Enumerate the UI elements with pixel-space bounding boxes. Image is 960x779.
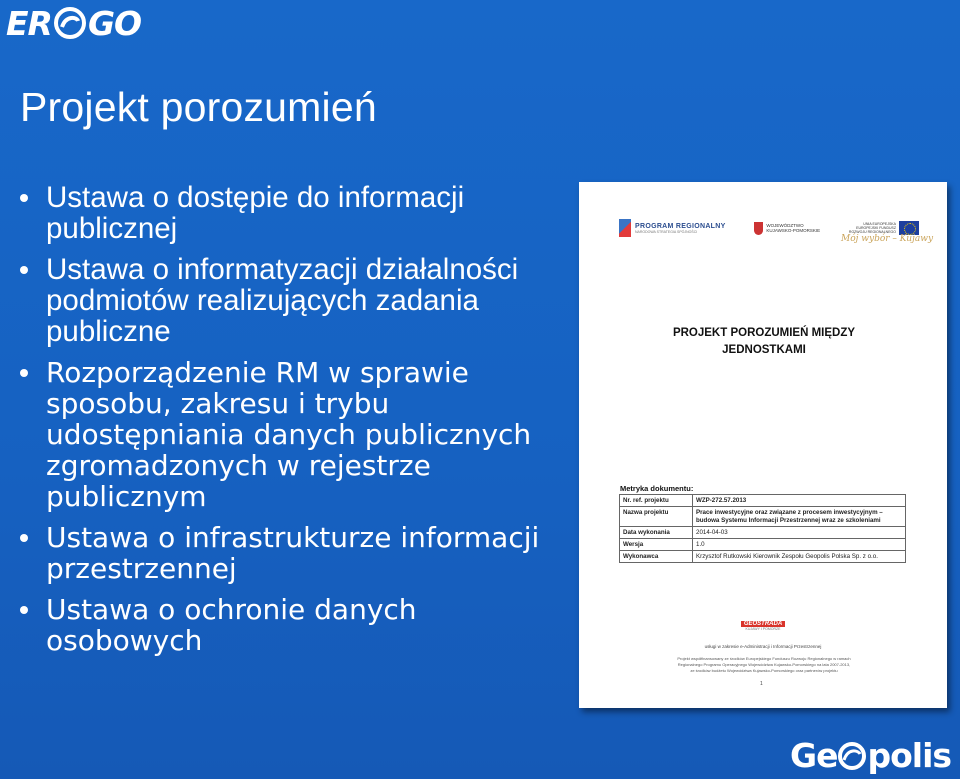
bullet-list <box>18 182 558 666</box>
ergo-logo-swirl-icon <box>53 6 87 40</box>
ergo-logo: ER GO <box>6 3 142 43</box>
bullet-dot-icon <box>20 194 28 202</box>
metryka-label: Metryka dokumentu: <box>620 484 694 493</box>
bullet-item: Ustawa o informatyzacji działalności podmiotów realizujących zadania publiczne <box>18 254 558 347</box>
bullet-item: Rozporządzenie RM w sprawie sposobu, zakresu i trybu udostępniania danych publicznych zgromadzonych w rejestrze publicznym <box>18 357 558 512</box>
footer-tagline: usługi w zakresie e-Administracji i Informacji Przestrzennej <box>704 644 822 649</box>
bullet-dot-icon <box>20 606 28 614</box>
eu-logo: UNIA EUROPEJSKA EUROPEJSKI FUNDUSZ ROZWOJU REGIONALNEGO <box>849 221 919 235</box>
bullet-dot-icon <box>20 369 28 377</box>
geostrada-logo: GEOSTRADA KUJAWY I POMORZE <box>740 621 786 637</box>
program-flag-icon <box>619 219 631 237</box>
bullet-item: Ustawa o dostępie do informacji publicznej <box>18 182 558 244</box>
table-row: Wykonawca Krzysztof Rutkowski Kierownik Zespołu Geopolis Polska Sp. z o.o. <box>620 551 906 563</box>
eu-flag-icon <box>899 221 919 235</box>
wojewodztwo-logo: WOJEWÓDZTWO KUJAWSKO-POMORSKIE <box>754 222 820 235</box>
table-row: Nazwa projektu Prace inwestycyjne oraz związane z procesem inwestycyjnym – budowa Systemu Informacji Przestrzennej wraz ze szkoleniami <box>620 507 906 527</box>
table-row: Wersja 1.0 <box>620 539 906 551</box>
program-regionalny-logo: PROGRAM REGIONALNY NARODOWA STRATEGIA SPÓJNOŚCI <box>619 219 726 237</box>
geopolis-globe-icon <box>838 742 866 770</box>
bullet-dot-icon <box>20 266 28 274</box>
bullet-item: Ustawa o infrastrukturze informacji przestrzennej <box>18 522 558 584</box>
table-row: Data wykonania 2014-04-03 <box>620 527 906 539</box>
slide-title: Projekt porozumień <box>20 84 377 130</box>
document-signature: Mój wybór – Kujawy <box>841 234 934 244</box>
footer-funding-note: Projekt współfinansowany ze środków Europejskiego Funduszu Rozwoju Regionalnego w ramach Regionalnego Programu Operacyjnego Województwa Kujawsko-Pomorskiego na lata 2007-2013, ze środków budżetu Województwa Kujawsko-Pomorskiego oraz partnerów projektu <box>677 656 851 673</box>
page-number: 1 <box>760 681 763 687</box>
geopolis-logo: Ge polis <box>790 736 952 775</box>
bullet-dot-icon <box>20 534 28 542</box>
document-preview <box>579 182 947 708</box>
metryka-table <box>619 494 906 563</box>
bullet-item: Ustawa o ochronie danych osobowych <box>18 594 558 656</box>
table-row: Nr. ref. projektu WZP-272.57.2013 <box>620 495 906 507</box>
document-title: PROJEKT POROZUMIEŃ MIĘDZY JEDNOSTKAMI <box>672 327 856 356</box>
crest-icon <box>754 222 763 235</box>
